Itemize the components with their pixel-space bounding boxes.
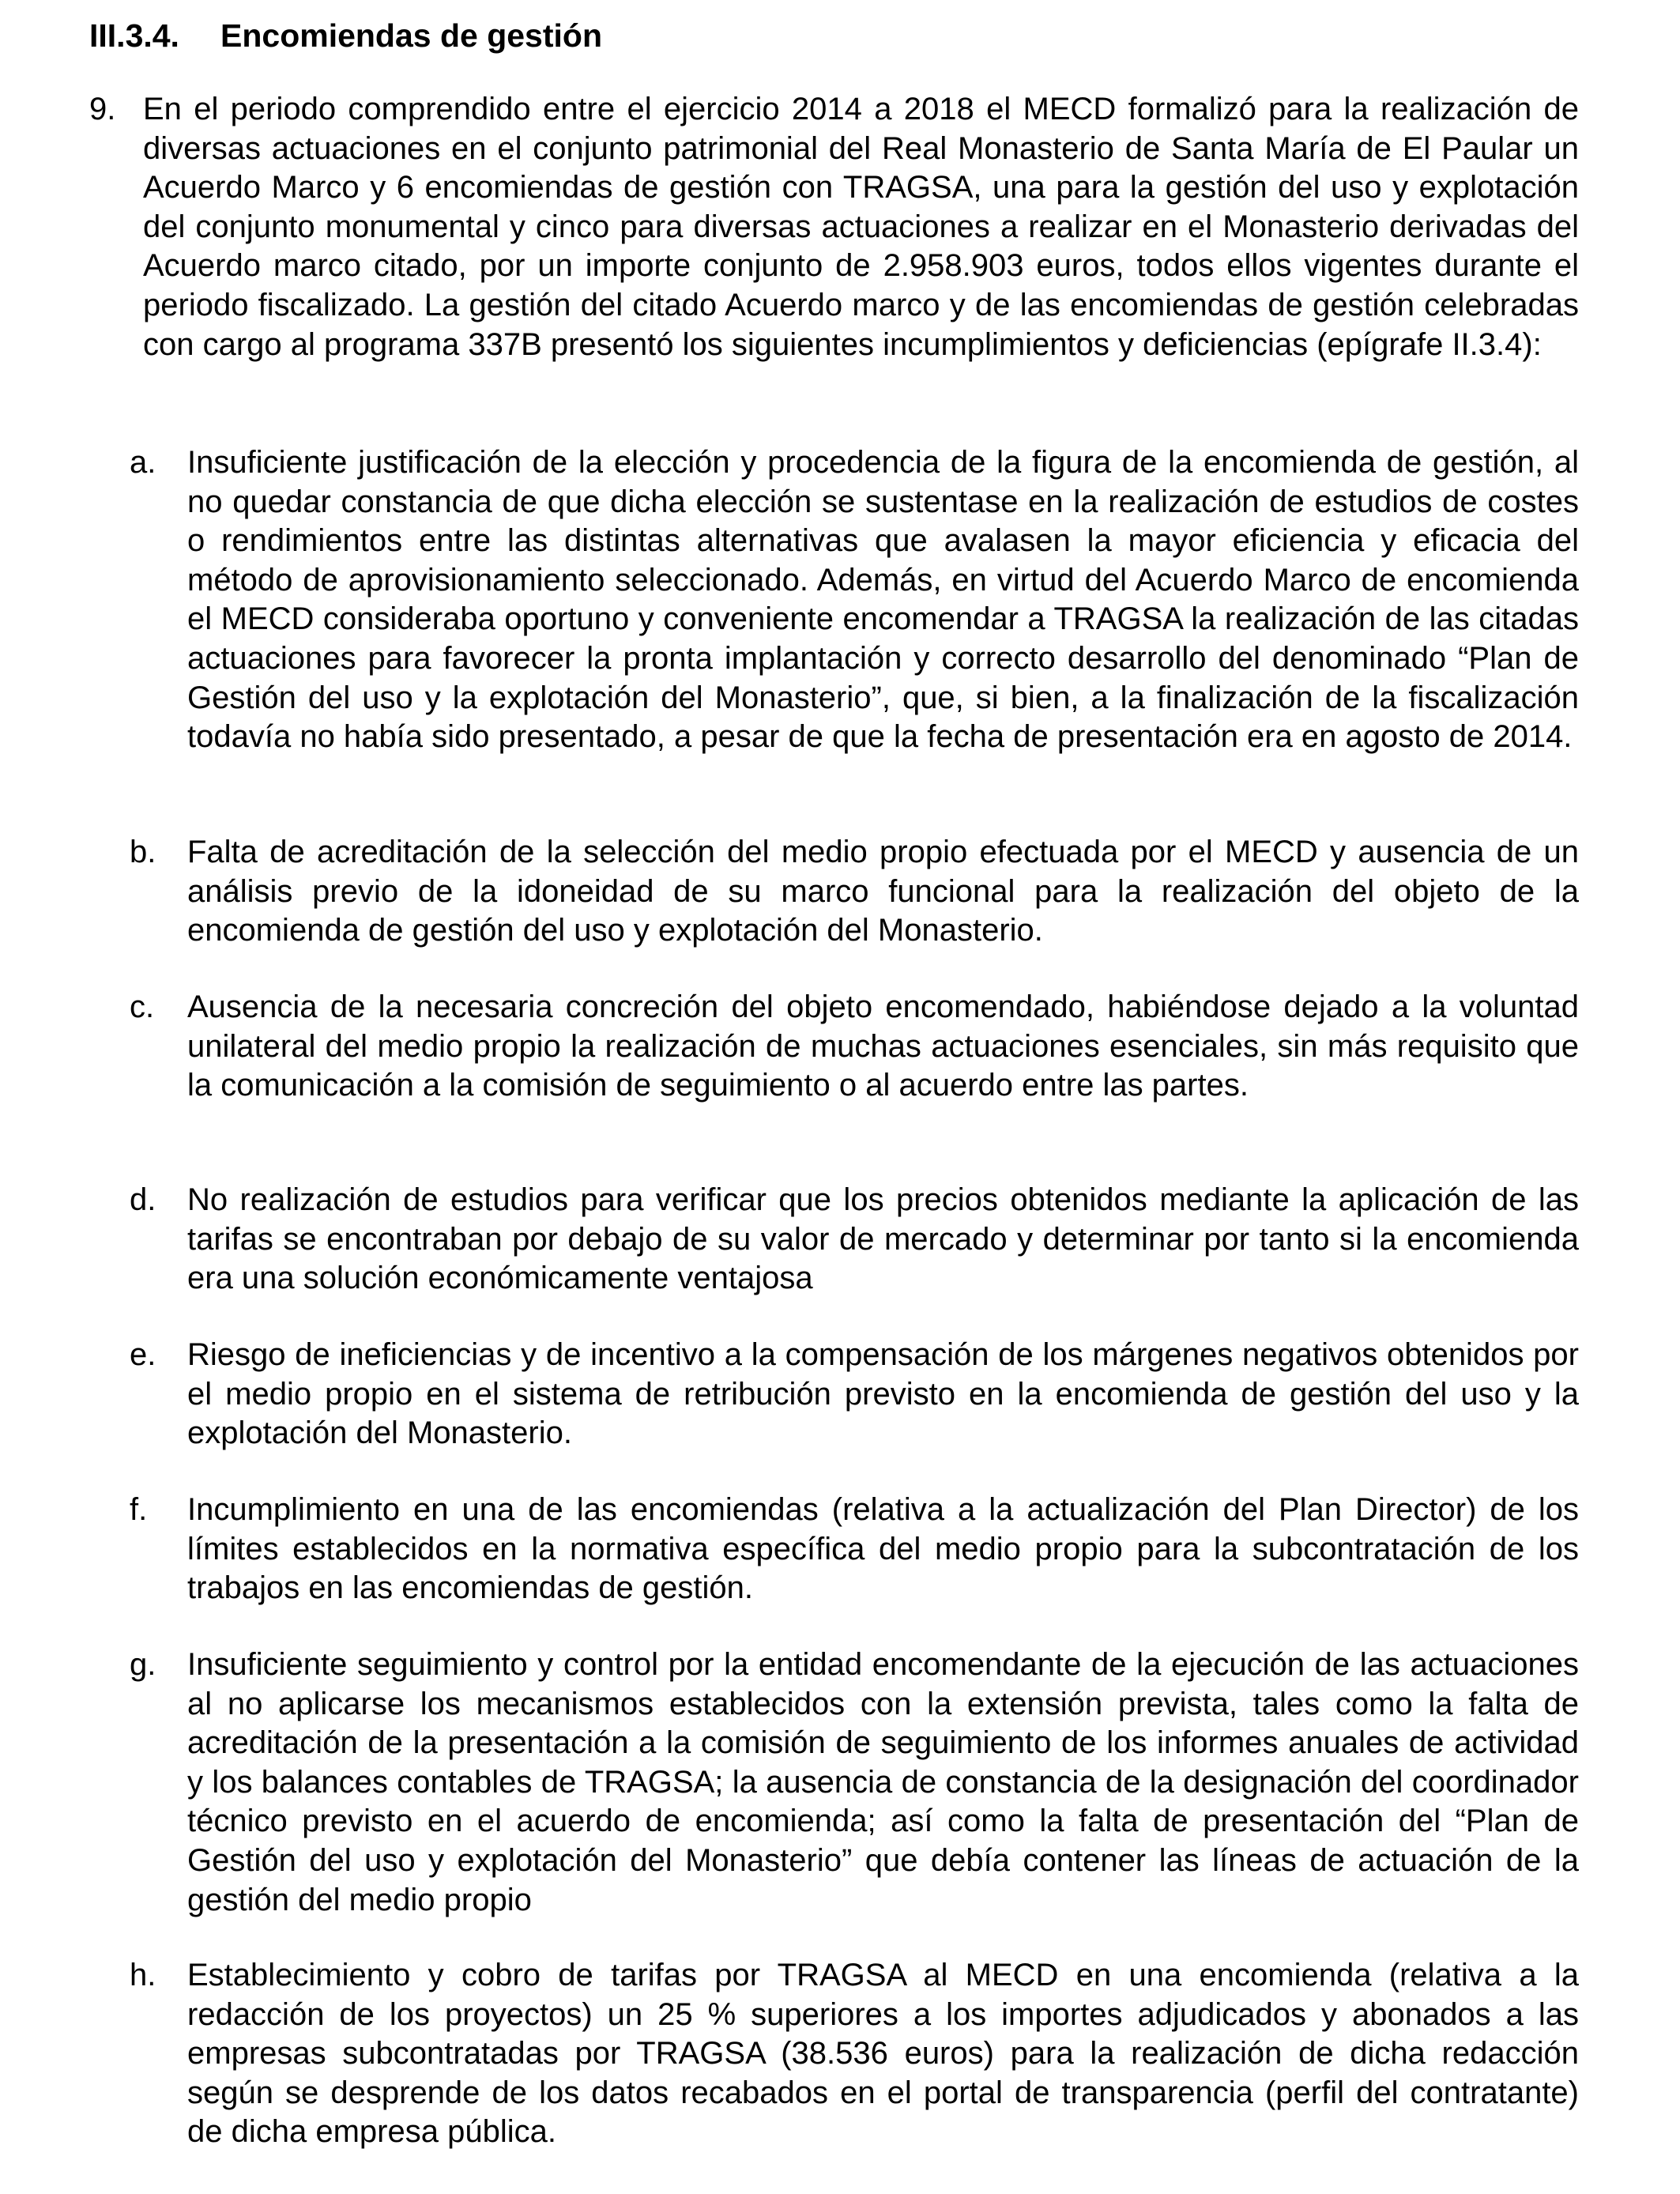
list-item-c <box>130 988 1579 1106</box>
list-item-text: Riesgo de ineficiencias y de incentivo a la compensación de los márgenes negativos obtenidos por el medio propio en el sistema de retribución previsto en la encomienda de gestión del uso y la explotación del Monasterio. <box>187 1337 1579 1451</box>
section-number: III.3.4. <box>89 17 179 54</box>
section-heading <box>89 16 602 55</box>
list-item-letter: f. <box>130 1492 148 1527</box>
list-item-b <box>130 833 1579 951</box>
list-item-text: Establecimiento y cobro de tarifas por TRAGSA al MECD en una encomienda (relativa a la redacción de los proyectos) un 25 % superiores a los importes adjudicados y abonados a las empresas subcontratadas por TRAGSA (38.536 euros) para la realización de dicha redacción según se desprende de los datos recabados en el portal de transparencia (perfil del contratante) de dicha empresa pública. <box>187 1958 1579 2150</box>
list-item-d <box>130 1181 1579 1299</box>
list-item-h <box>130 1956 1579 2152</box>
list-item-text: Incumplimiento en una de las encomiendas (relativa a la actualización del Plan Director) de los límites establecidos en la normativa específica del medio propio para la subcontratación de los trabajos en las encomiendas de gestión. <box>187 1492 1579 1606</box>
list-item-g <box>130 1646 1579 1920</box>
list-item-letter: a. <box>130 445 156 480</box>
list-item-letter: d. <box>130 1182 156 1217</box>
paragraph-text: En el periodo comprendido entre el ejercicio 2014 a 2018 el MECD formalizó para la realización de diversas actuaciones en el conjunto patrimonial del Real Monasterio de Santa María de El Paular un Acuerdo Marco y 6 encomiendas de gestión con TRAGSA, una para la gestión del uso y explotación del conjunto monumental y cinco para diversas actuaciones a realizar en el Monasterio derivadas del Acuerdo marco citado, por un importe conjunto de 2.958.903 euros, todos ellos vigentes durante el periodo fiscalizado. La gestión del citado Acuerdo marco y de las encomiendas de gestión celebradas con cargo al programa 337B presentó los siguientes incumplimientos y deficiencias (epígrafe II.3.4): <box>143 92 1579 362</box>
list-item-text: Ausencia de la necesaria concreción del objeto encomendado, habiéndose dejado a la voluntad unilateral del medio propio la realización de muchas actuaciones esenciales, sin más requisito que la comunicación a la comisión de seguimiento o al acuerdo entre las partes. <box>187 990 1579 1103</box>
paragraph-number: 9. <box>89 92 116 126</box>
list-item-letter: b. <box>130 835 156 869</box>
list-item-text: Falta de acreditación de la selección del medio propio efectuada por el MECD y ausencia de un análisis previo de la idoneidad de su marco funcional para la realización del objeto de la encomienda de gestión del uso y explotación del Monasterio. <box>187 835 1579 948</box>
list-item-text: No realización de estudios para verificar que los precios obtenidos mediante la aplicación de las tarifas se encontraban por debajo de su valor de mercado y determinar por tanto si la encomienda era una solución económicamente ventajosa <box>187 1182 1579 1296</box>
list-item-text: Insuficiente justificación de la elección y procedencia de la figura de la encomienda de gestión, al no quedar constancia de que dicha elección se sustentase en la realización de estudios de costes o rendimientos entre las distintas alternativas que avalasen la mayor eficiencia y eficacia del método de aprovisionamiento seleccionado. Además, en virtud del Acuerdo Marco de encomienda el MECD consideraba oportuno y conveniente encomendar a TRAGSA la realización de las citadas actuaciones para favorecer la pronta implantación y correcto desarrollo del denominado “Plan de Gestión del uso y la explotación del Monasterio”, que, si bien, a la finalización de la fiscalización todavía no había sido presentado, a pesar de que la fecha de presentación era en agosto de 2014. <box>187 445 1579 755</box>
list-item-a <box>130 443 1579 757</box>
list-item-letter: g. <box>130 1647 156 1682</box>
list-item-text: Insuficiente seguimiento y control por la entidad encomendante de la ejecución de las actuaciones al no aplicarse los mecanismos establecidos con la extensión prevista, tales como la falta de acreditación de la presentación a la comisión de seguimiento de los informes anuales de actividad y los balances contables de TRAGSA; la ausencia de constancia de la designación del coordinador técnico previsto en el acuerdo de encomienda; así como la falta de presentación del “Plan de Gestión del uso y explotación del Monasterio” que debía contener las líneas de actuación de la gestión del medio propio <box>187 1647 1579 1917</box>
list-item-e <box>130 1336 1579 1453</box>
section-title: Encomiendas de gestión <box>220 17 602 54</box>
list-item-letter: c. <box>130 990 155 1024</box>
list-item-letter: e. <box>130 1337 156 1372</box>
list-item-letter: h. <box>130 1958 156 1992</box>
list-item-f <box>130 1491 1579 1608</box>
paragraph-9 <box>89 90 1579 364</box>
